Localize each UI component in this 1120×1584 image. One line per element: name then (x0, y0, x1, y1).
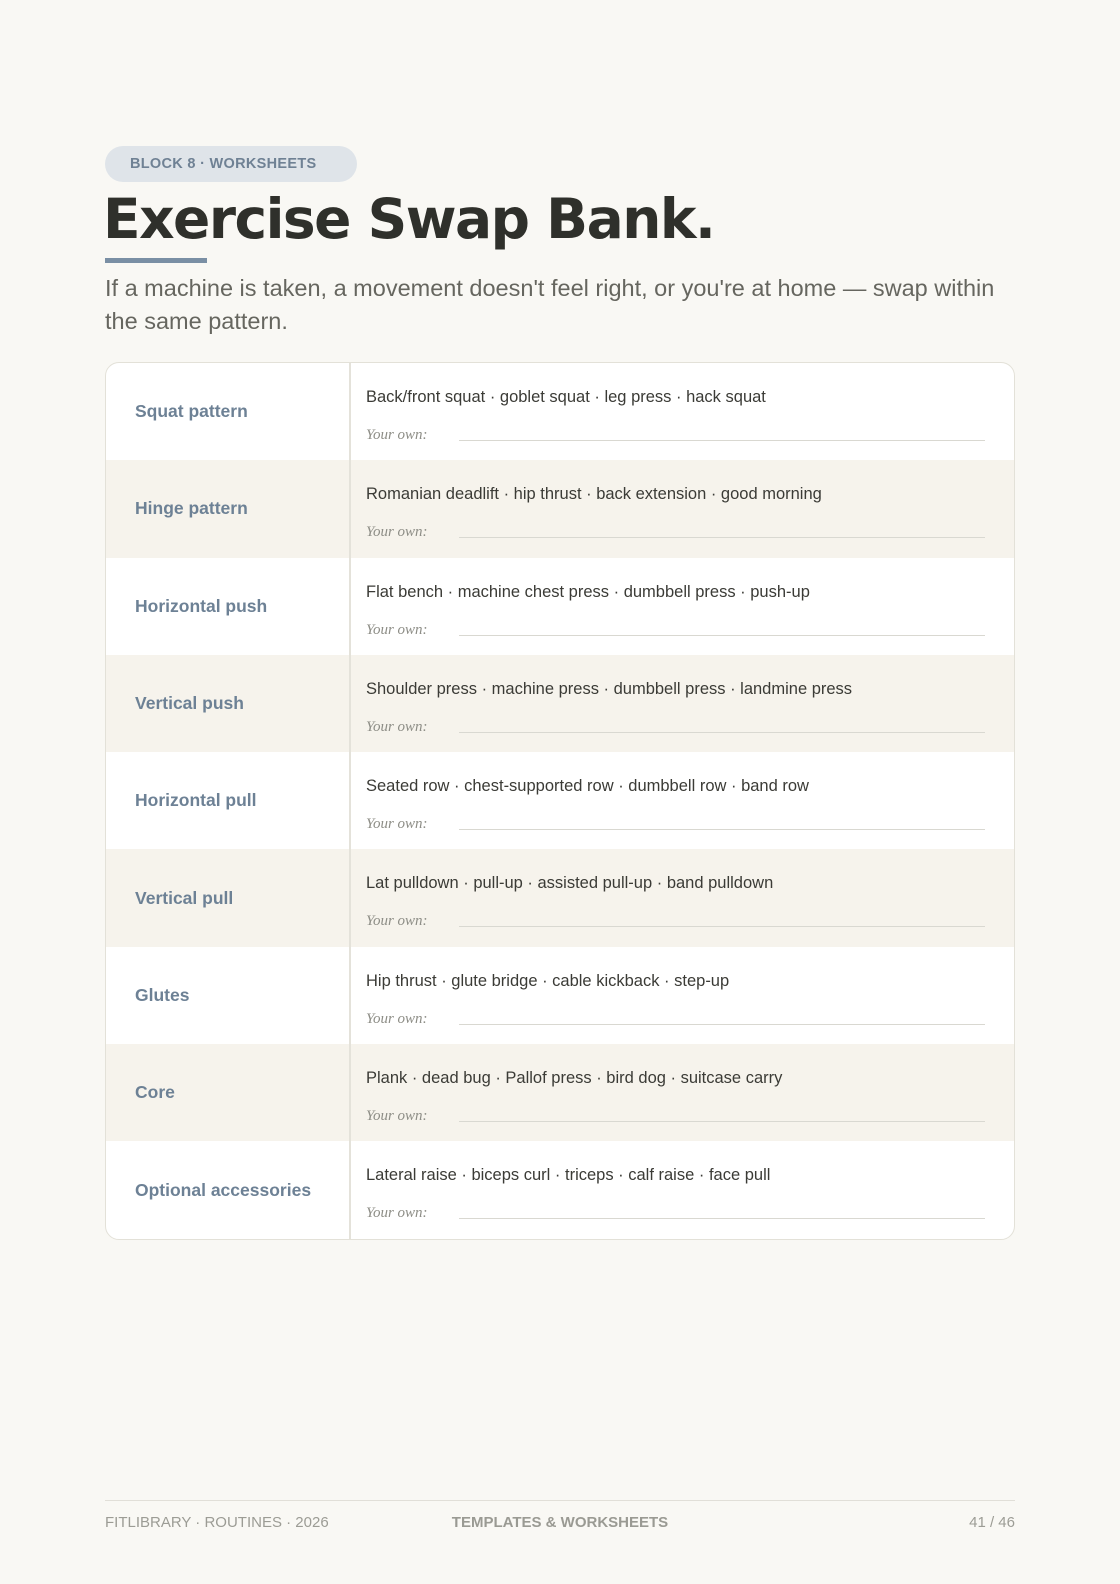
block-label-badge: BLOCK 8 · WORKSHEETS (105, 146, 357, 182)
table-row (106, 558, 1014, 655)
your-own-label: Your own: (366, 524, 428, 541)
swap-cell (351, 558, 1014, 655)
swap-cell (351, 752, 1014, 849)
your-own-label: Your own: (366, 427, 428, 443)
table-row (106, 849, 1014, 946)
table-row (106, 1141, 1014, 1238)
swap-options: Seated row · chest-supported row · dumbbell row · band row (366, 777, 809, 796)
footer-brand: FITLIBRARY · ROUTINES · 2026 (105, 1514, 329, 1531)
your-own-label: Your own: (366, 1108, 428, 1125)
footer-divider (105, 1500, 1015, 1501)
pattern-label: Optional accessories (106, 1141, 351, 1238)
your-own-label: Your own: (366, 621, 428, 638)
table-row (106, 947, 1014, 1044)
your-own-label: Your own: (366, 1010, 428, 1027)
your-own-write-line[interactable] (459, 635, 985, 636)
swap-options: Lat pulldown · pull-up · assisted pull-up · band pulldown (366, 874, 774, 893)
your-own-label: Your own: (366, 1205, 428, 1222)
page-title: Exercise Swap Bank. (103, 187, 715, 251)
your-own-write-line[interactable] (459, 1121, 985, 1122)
your-own-write-line[interactable] (459, 537, 985, 538)
your-own-write-line[interactable] (459, 829, 985, 830)
swap-options: Hip thrust · glute bridge · cable kickback · step-up (366, 971, 730, 990)
table-row (106, 752, 1014, 849)
your-own-label: Your own: (366, 913, 428, 930)
swap-options: Plank · dead bug · Pallof press · bird dog · suitcase carry (366, 1069, 783, 1088)
swap-options: Shoulder press · machine press · dumbbell press · landmine press (366, 679, 853, 698)
your-own-label: Your own: (366, 718, 428, 735)
your-own-write-line[interactable] (459, 732, 985, 733)
title-underline (105, 258, 207, 263)
swap-options: Romanian deadlift · hip thrust · back extension · good morning (366, 485, 822, 504)
pattern-label: Vertical push (106, 655, 351, 752)
swap-options: Flat bench · machine chest press · dumbbell press · push-up (366, 582, 810, 601)
swap-cell (351, 1141, 1014, 1238)
pattern-label: Hinge pattern (106, 460, 351, 557)
table-row (106, 460, 1014, 557)
swap-cell (351, 363, 1014, 460)
table-row (106, 363, 1014, 460)
your-own-write-line[interactable] (459, 1024, 985, 1025)
pattern-label: Vertical pull (106, 849, 351, 946)
your-own-write-line[interactable] (459, 926, 985, 927)
your-own-write-line[interactable] (459, 1218, 985, 1219)
swap-cell (351, 655, 1014, 752)
swap-cell (351, 1044, 1014, 1141)
table-row (106, 655, 1014, 752)
pattern-label: Glutes (106, 947, 351, 1044)
swap-cell (351, 460, 1014, 557)
swap-cell (351, 849, 1014, 946)
table-row (106, 1044, 1014, 1141)
your-own-write-line[interactable] (459, 440, 985, 441)
pattern-label: Horizontal push (106, 558, 351, 655)
swap-cell (351, 947, 1014, 1044)
swap-options: Back/front squat · goblet squat · leg press · hack squat (366, 388, 766, 406)
pattern-label: Squat pattern (106, 363, 351, 460)
footer-section: TEMPLATES & WORKSHEETS (451, 1514, 669, 1531)
swap-options: Lateral raise · biceps curl · triceps · calf raise · face pull (366, 1166, 771, 1185)
page-subtitle: If a machine is taken, a movement doesn't feel right, or you're at home — swap within the same pattern. (105, 275, 995, 334)
swap-table (105, 362, 1015, 1240)
page-number: 41 / 46 (969, 1514, 1015, 1531)
pattern-label: Core (106, 1044, 351, 1141)
your-own-label: Your own: (366, 816, 428, 833)
pattern-label: Horizontal pull (106, 752, 351, 849)
